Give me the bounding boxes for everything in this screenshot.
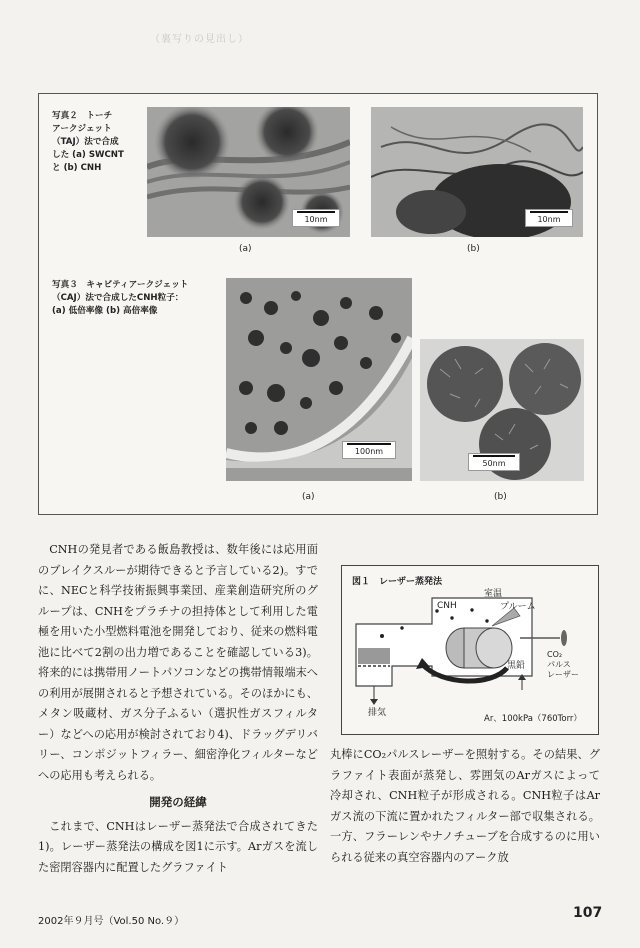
body-paragraph: これまで、CNHはレーザー蒸発法で合成されてきた1)。レーザー蒸発法の構成を図1に示す。Arガスを流した密閉容器内に配置したグラファイト — [38, 819, 318, 874]
photo3a-label: (a) — [302, 492, 315, 502]
figure1-cnh-label: CNH — [437, 601, 457, 611]
photo3b-label: (b) — [494, 492, 507, 502]
left-text-column — [38, 540, 318, 878]
photo2a-swcnt-image — [147, 107, 350, 237]
photo2-caption: 写真２ トーチ アークジェット （TAJ）法で合成 した (a) SWCNT と (b) CNH — [52, 111, 124, 173]
figure1-title: 図１ レーザー蒸発法 — [352, 577, 443, 587]
photo3a-low-magnification-image — [226, 278, 412, 481]
figure1-laser-evaporation-diagram — [341, 565, 599, 735]
photo2a-scale-bar: 10nm — [292, 209, 340, 227]
issue-footer: 2002年９月号（Vol.50 No.９） — [38, 916, 185, 927]
photo2b-label: (b) — [467, 244, 480, 254]
photo-panel — [38, 93, 598, 515]
figure1-gas-label: Ar、100kPa（760Torr） — [484, 714, 582, 724]
body-paragraph: 丸棒にCO₂パルスレーザーを照射する。その結果、グラファイト表面が蒸発し、雰囲気のArガスによって冷却され、CNH粒子が形成される。CNH粒子はArガス流の下流に置かれたフィルター部で収集される。一方、フラーレンやナノチューブを合成するのに用いられる従来の真空容器内のアーク放 — [330, 748, 600, 864]
bleed-through-header: （裏写りの見出し） — [150, 34, 249, 44]
figure1-graphite-label: 黒鉛 — [507, 661, 526, 671]
photo3-caption: 写真３ キャビティアークジェット （CAJ）法で合成したCNH粒子： (a) 低倍率像 (b) 高倍率像 — [52, 280, 189, 316]
right-text-column — [330, 745, 600, 868]
section-heading: 開発の経緯 — [149, 795, 207, 809]
body-paragraph: CNHの発見者である飯島教授は、数年後には応用面のブレイクスルーが期待できると予言している2)。すでに、NECと科学技術振興事業団、産業創造研究所のグループは、CNHをプラチナの担持体として利用した電極を用いた小型燃料電池を開発しており、従来の燃料電池に比べて2割の出力増であることを確認している3)。将来的には携帯用ノートパソコンなどの携帯情報端末への利用が展開されると予想されている。そのほかにも、メタン吸蔵材、ガス分子ふるい（選択性ガスフィルター）などへの応用が検討されており4)、ドラッグデリバリー、コンポジットフィラー、細密浄化フィルターなどへの応用も考えられる。 — [38, 543, 318, 782]
photo3a-scale-bar: 100nm — [342, 441, 396, 459]
figure1-exhaust-label: 排気 — [368, 708, 387, 718]
figure1-room-temp-label: 室温 — [484, 589, 503, 599]
photo3b-scale-bar: 50nm — [468, 453, 520, 471]
page-number: 107 — [573, 905, 603, 921]
figure1-plume-label: プルーム — [500, 602, 536, 612]
figure1-laser-label: CO₂ パルス レーザー — [547, 650, 579, 679]
photo3b-high-magnification-image — [420, 339, 584, 481]
photo2b-scale-bar: 10nm — [525, 209, 573, 227]
photo2b-cnh-image — [371, 107, 583, 237]
photo2a-label: (a) — [239, 244, 252, 254]
